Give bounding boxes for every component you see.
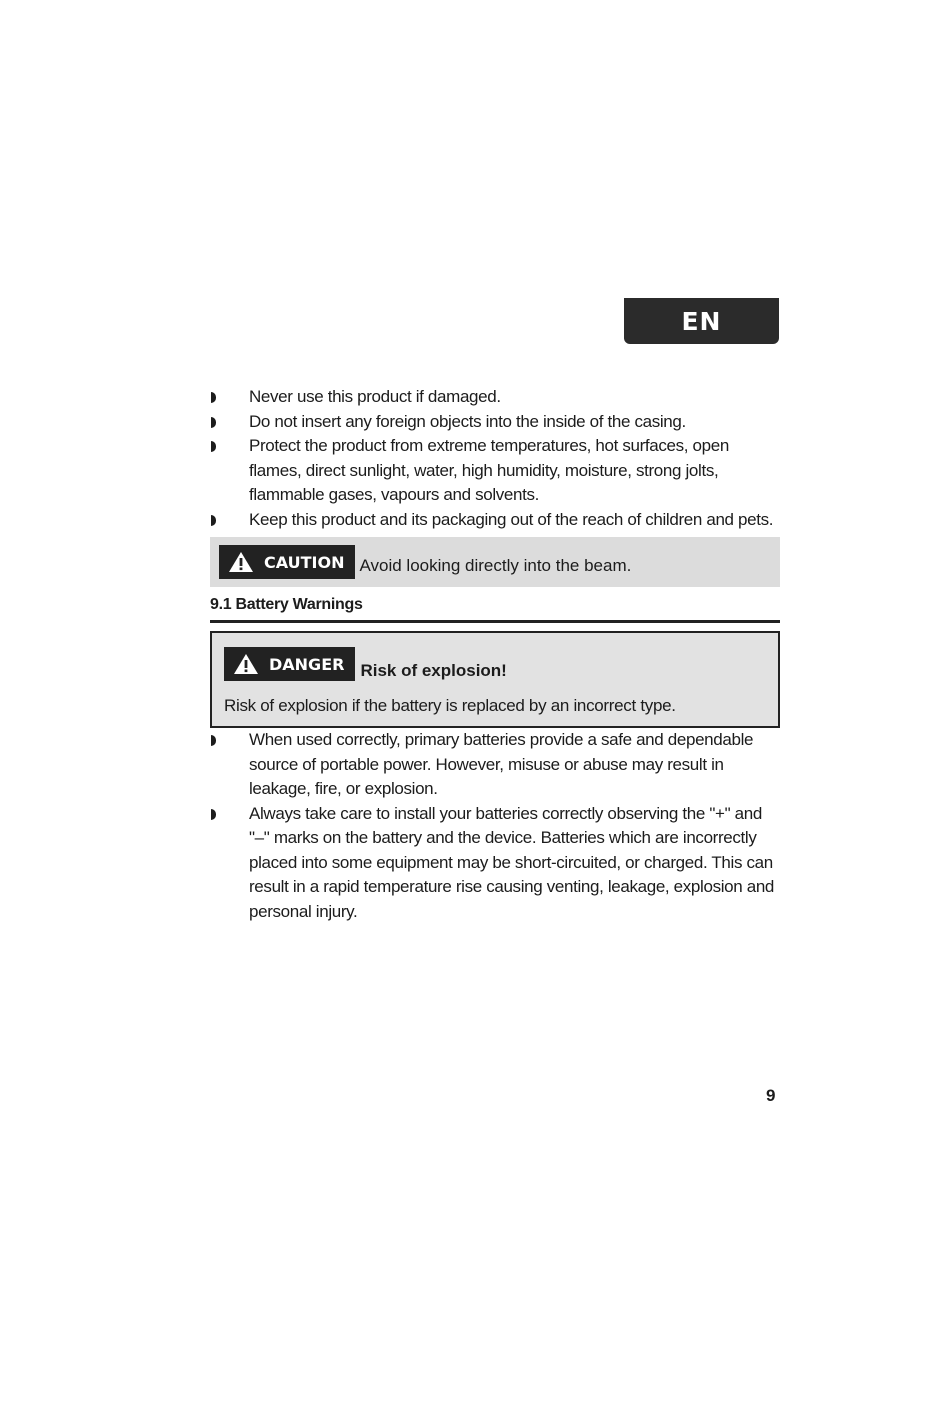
list-item-text: Protect the product from extreme temperatures, hot surfaces, open flames, direct sunlight, water, high humidity, moisture, strong jolts, flammable gases, vapours and solvents. <box>249 436 729 504</box>
danger-text: Risk of explosion if the battery is replaced by an incorrect type. <box>224 696 676 715</box>
safety-bullet-list <box>210 385 780 532</box>
list-item <box>210 508 780 533</box>
list-item-text: Always take care to install your batteries correctly observing the "+" and "–" marks on the battery and the device. Batteries which are incorrectly placed into some equipment may be short-circuited, or charged. This can result in a rapid temperature rise causing venting, leakage, explosion and personal injury. <box>249 803 775 921</box>
danger-title: Risk of explosion! <box>360 661 507 680</box>
danger-notice <box>210 631 780 728</box>
page-number: 9 <box>766 1086 776 1105</box>
bullet-icon <box>211 417 216 428</box>
list-item <box>210 410 780 435</box>
bullet-icon <box>211 392 216 403</box>
danger-badge <box>224 647 355 681</box>
caution-text: Avoid looking directly into the beam. <box>359 556 632 575</box>
list-item-text: Do not insert any foreign objects into the inside of the casing. <box>249 411 686 431</box>
language-tab: EN <box>624 298 779 344</box>
danger-label: DANGER <box>269 654 345 674</box>
battery-bullet-list <box>210 728 780 924</box>
list-item-text: Keep this product and its packaging out of the reach of children and pets. <box>249 509 774 529</box>
list-item <box>210 728 780 802</box>
bullet-icon <box>211 515 216 526</box>
warning-triangle-icon <box>228 551 254 573</box>
list-item <box>210 802 780 925</box>
bullet-icon <box>211 735 216 746</box>
warning-triangle-icon <box>233 653 259 675</box>
list-item <box>210 385 780 410</box>
bullet-icon <box>211 441 216 452</box>
caution-badge <box>219 545 355 579</box>
danger-header <box>224 647 766 681</box>
caution-label: CAUTION <box>264 552 345 572</box>
bullet-icon <box>211 809 216 820</box>
page-content <box>210 385 780 924</box>
list-item-text: When used correctly, primary batteries provide a safe and dependable source of portable power. However, misuse or abuse may result in leakage, fire, or explosion. <box>249 730 754 798</box>
list-item <box>210 434 780 508</box>
section-heading: 9.1 Battery Warnings <box>210 596 780 623</box>
list-item-text: Never use this product if damaged. <box>249 387 501 406</box>
caution-notice <box>210 537 780 587</box>
